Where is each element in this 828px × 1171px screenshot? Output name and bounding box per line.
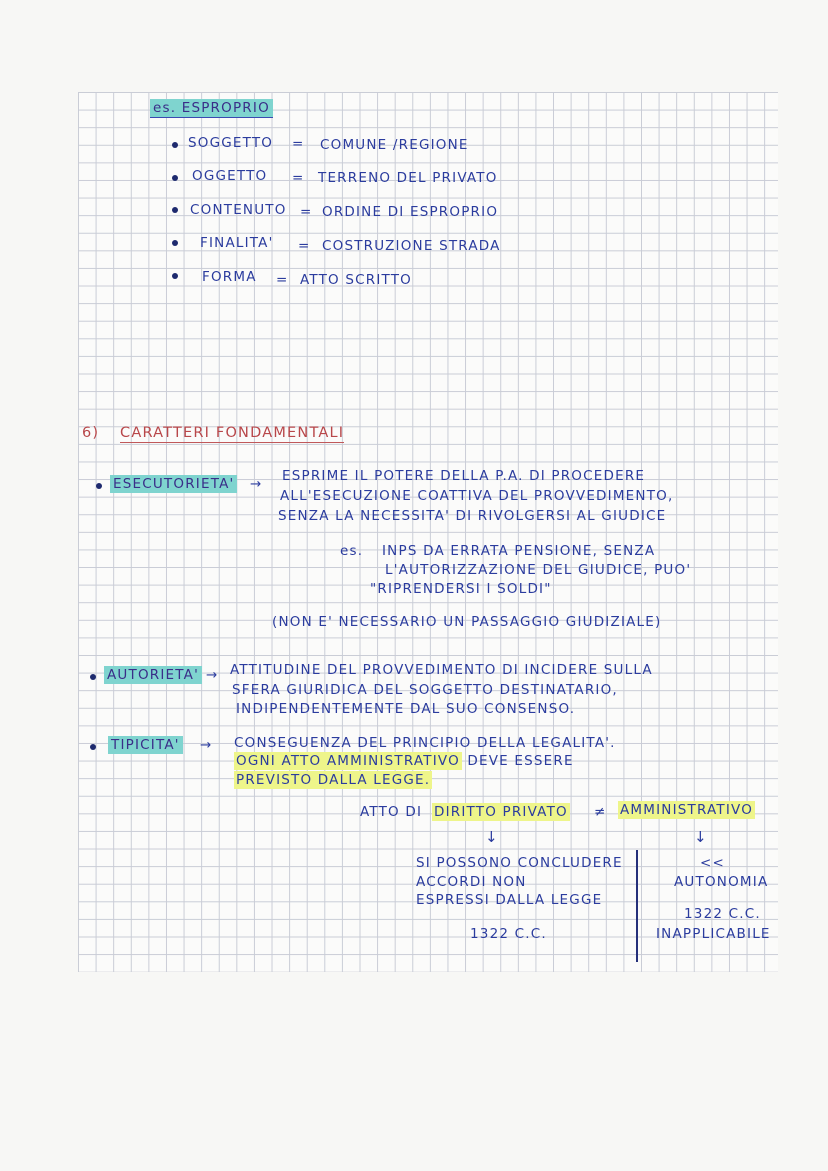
term-tipicita-text: TIPICITA' — [108, 736, 183, 754]
bullet-icon — [172, 175, 178, 181]
section-number: 6) — [82, 425, 100, 441]
bullet-icon — [172, 207, 178, 213]
esecutorieta-line-1: ESPRIME IL POTERE DELLA P.A. DI PROCEDERE — [282, 468, 646, 484]
bullet-icon — [96, 483, 102, 489]
autorieta-line-2: SFERA GIURIDICA DEL SOGGETTO DESTINATARIO, — [232, 682, 618, 698]
example-item-sep: = — [300, 204, 313, 220]
arrow-down-icon: ↓ — [694, 828, 708, 846]
esecutorieta-example-line-2: L'AUTORIZZAZIONE DEL GIUDICE, PUO' — [385, 562, 692, 578]
esecutorieta-example-line-1: INPS DA ERRATA PENSIONE, SENZA — [382, 543, 656, 559]
comparison-left-line-2: ACCORDI NON — [416, 874, 527, 890]
bullet-icon — [172, 240, 178, 246]
example-item-sep: = — [298, 238, 311, 254]
tipicita-line-3 — [234, 774, 432, 788]
autorieta-line-3: INDIPENDENTEMENTE DAL SUO CONSENSO. — [236, 701, 576, 717]
example-item-label: CONTENUTO — [190, 202, 287, 218]
comparison-right-ref: 1322 C.C. — [684, 906, 761, 922]
comparison-prefix: ATTO DI — [360, 804, 423, 820]
term-tipicita — [108, 739, 183, 753]
comparison-left-ref: 1322 C.C. — [470, 926, 547, 942]
example-item-value: COMUNE /REGIONE — [320, 137, 469, 153]
comparison-left-line-1: SI POSSONO CONCLUDERE — [416, 855, 623, 871]
example-item-label: OGGETTO — [192, 168, 268, 184]
comparison-right-term — [618, 804, 755, 818]
example-heading-text: es. ESPROPRIO — [150, 99, 273, 118]
section-title: CARATTERI FONDAMENTALI — [120, 425, 345, 441]
bullet-icon — [172, 273, 178, 279]
comparison-divider — [636, 850, 638, 962]
bullet-icon — [90, 744, 96, 750]
example-item-sep: = — [276, 272, 289, 288]
esecutorieta-note: (NON E' NECESSARIO UN PASSAGGIO GIUDIZIALE) — [272, 614, 662, 630]
tipicita-line-2-highlight: OGNI ATTO AMMINISTRATIVO — [236, 753, 460, 769]
esecutorieta-line-2: ALL'ESECUZIONE COATTIVA DEL PROVVEDIMENTO, — [280, 488, 674, 504]
example-item-value: ORDINE DI ESPROPRIO — [322, 204, 499, 220]
tipicita-line-1: CONSEGUENZA DEL PRINCIPIO DELLA LEGALITA'. — [234, 735, 616, 751]
comparison-right-line-1: << — [700, 855, 726, 871]
tipicita-line-3-highlight: PREVISTO DALLA LEGGE. — [236, 772, 431, 788]
grid-paper — [78, 92, 778, 972]
comparison-left-line-3: ESPRESSI DALLA LEGGE — [416, 892, 603, 908]
arrow-down-icon: ↓ — [485, 828, 499, 846]
bullet-icon — [172, 142, 178, 148]
example-item-value: TERRENO DEL PRIVATO — [318, 170, 498, 186]
not-equal-icon: ≠ — [594, 804, 607, 820]
example-item-sep: = — [292, 136, 305, 152]
esecutorieta-line-3: SENZA LA NECESSITA' DI RIVOLGERSI AL GIUDICE — [278, 508, 667, 524]
term-autorieta — [104, 669, 202, 683]
esecutorieta-example-line-3: "RIPRENDERSI I SOLDI" — [370, 581, 552, 597]
arrow-right-icon: → — [206, 667, 219, 683]
comparison-right-line-2: AUTONOMIA — [674, 874, 769, 890]
comparison-right-term-text: AMMINISTRATIVO — [620, 802, 754, 818]
example-item-value: ATTO SCRITTO — [300, 272, 412, 288]
arrow-right-icon: → — [200, 737, 213, 753]
arrow-right-icon: → — [250, 476, 263, 492]
comparison-left-term — [432, 806, 570, 820]
example-item-value: COSTRUZIONE STRADA — [322, 238, 501, 254]
autorieta-line-1: ATTITUDINE DEL PROVVEDIMENTO DI INCIDERE SULLA — [230, 662, 653, 678]
example-item-label: SOGGETTO — [188, 135, 274, 151]
example-item-label: FORMA — [202, 269, 257, 285]
example-item-label: FINALITA' — [200, 235, 274, 251]
example-heading — [150, 102, 273, 116]
bullet-icon — [90, 674, 96, 680]
term-esecutorieta-text: ESECUTORIETA' — [110, 475, 237, 493]
esecutorieta-example-prefix: es. — [340, 543, 364, 559]
comparison-left-term-text: DIRITTO PRIVATO — [434, 804, 568, 820]
tipicita-line-2 — [234, 755, 574, 769]
term-autorieta-text: AUTORIETA' — [104, 666, 202, 684]
example-item-sep: = — [292, 170, 305, 186]
term-esecutorieta — [110, 478, 237, 492]
comparison-right-ref-2: INAPPLICABILE — [656, 926, 771, 942]
tipicita-line-2-rest: DEVE ESSERE — [467, 753, 574, 769]
